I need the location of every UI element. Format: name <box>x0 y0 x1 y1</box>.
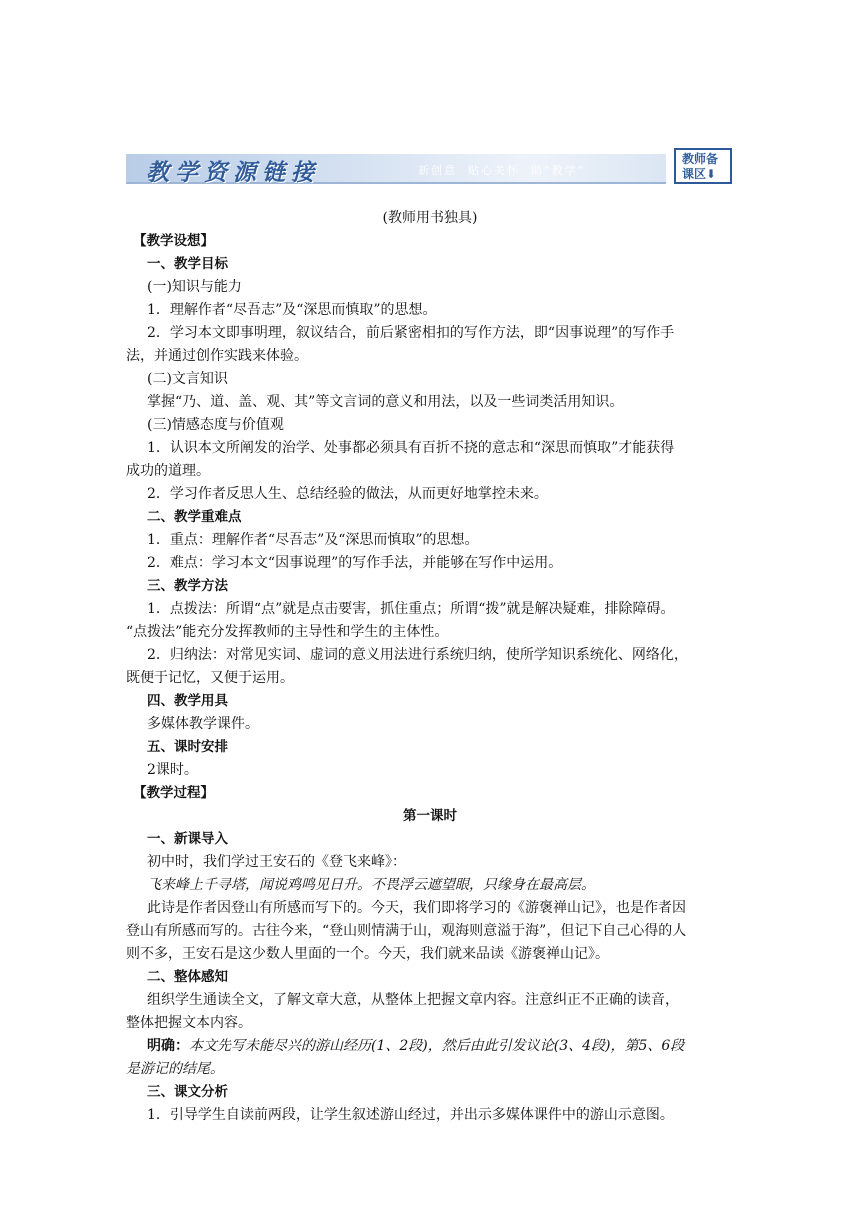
badge-line-1: 教师备 <box>682 152 719 166</box>
subheading: (二)文言知识 <box>147 371 228 387</box>
paragraph: 1．认识本文所阐发的治学、处事都必须具有百折不挠的意志和“深思而慎取”才能获得 <box>147 440 675 456</box>
paragraph-continuation: 成功的道理。 <box>126 463 210 479</box>
answer-label: 明确： <box>147 1038 189 1054</box>
paragraph-continuation: 既便于记忆，又便于运用。 <box>126 670 294 686</box>
paragraph: 2．归纳法：对常见实词、虚词的意义用法进行系统归纳，使所学知识系统化、网络化， <box>147 647 688 663</box>
subheading: (三)情感态度与价值观 <box>147 417 284 433</box>
paragraph: 1．引导学生自读前两段，让学生叙述游山经过，并出示多媒体课件中的游山示意图。 <box>147 1107 674 1123</box>
paragraph: 2．难点：学习本文“因事说理”的写作手法，并能够在写作中运用。 <box>147 555 563 571</box>
heading: 四、教学用具 <box>147 693 228 709</box>
answer-continuation: 是游记的结尾。 <box>126 1061 224 1077</box>
badge-line-2: 课区⬇ <box>682 167 717 181</box>
heading: 三、教学方法 <box>147 578 228 594</box>
heading: 二、教学重难点 <box>147 509 242 525</box>
paragraph: 多媒体教学课件。 <box>147 716 259 732</box>
subheading: (一)知识与能力 <box>147 279 242 295</box>
paragraph-continuation: 法，并通过创作实践来体验。 <box>126 348 308 364</box>
paragraph: 此诗是作者因登山有所感而写下的。今天，我们即将学习的《游褒禅山记》，也是作者因 <box>147 900 686 916</box>
heading: 二、整体感知 <box>147 969 228 985</box>
banner-title: 教学资源链接 <box>146 159 320 186</box>
paragraph: 2．学习作者反思人生、总结经验的做法，从而更好地掌控未来。 <box>147 486 548 502</box>
heading: 一、新课导入 <box>147 831 228 847</box>
paragraph-continuation: “点拨法”能充分发挥教师的主导性和学生的主体性。 <box>126 624 449 640</box>
heading: 五、课时安排 <box>147 739 228 755</box>
document-body <box>126 207 734 1127</box>
section-heading: 【教学设想】 <box>133 233 214 249</box>
paragraph: 1．理解作者“尽吾志”及“深思而慎取”的思想。 <box>147 302 437 318</box>
paragraph: 初中时，我们学过王安石的《登飞来峰》： <box>147 854 406 870</box>
paragraph-continuation: 登山有所感而写的。古往今来，“登山则情满于山，观海则意溢于海”，但记下自己心得的人 <box>126 923 687 939</box>
lesson-title: 第一课时 <box>403 808 457 824</box>
heading: 一、教学目标 <box>147 256 228 272</box>
section-heading: 【教学过程】 <box>133 785 214 801</box>
paragraph: 2．学习本文即事明理，叙议结合，前后紧密相扣的写作方法，即“因事说理”的写作手 <box>147 325 675 341</box>
paragraph: 1．点拨法：所谓“点”就是点击要害，抓住重点；所谓“拨”就是解决疑难，排除障碍。 <box>147 601 675 617</box>
answer-paragraph <box>126 1035 734 1058</box>
paragraph-continuation: 则不多，王安石是这少数人里面的一个。今天，我们就来品读《游褒禅山记》。 <box>126 946 609 962</box>
paragraph: 2课时。 <box>147 762 198 778</box>
answer-text: 本文先写未能尽兴的游山经历(1、2段)，然后由此引发议论(3、4段)，第5、6段 <box>189 1038 685 1054</box>
teacher-prep-badge <box>674 148 732 184</box>
resource-banner <box>126 148 734 188</box>
paragraph-continuation: 整体把握文本内容。 <box>126 1015 252 1031</box>
paragraph: 掌握“乃、道、盖、观、其”等文言词的意义和用法，以及一些词类活用知识。 <box>147 394 624 410</box>
heading: 三、课文分析 <box>147 1084 228 1100</box>
paragraph: 1．重点：理解作者“尽吾志”及“深思而慎取”的思想。 <box>147 532 479 548</box>
subtitle: (教师用书独具) <box>382 210 478 226</box>
poem-quote: 飞来峰上千寻塔，闻说鸡鸣见日升。不畏浮云遮望眼，只缘身在最高层。 <box>147 877 595 893</box>
paragraph: 组织学生通读全文，了解文章大意，从整体上把握文章内容。注意纠正不正确的读音， <box>147 992 679 1008</box>
banner-slogan: 新创意 贴心关怀 助“教学” <box>418 164 586 177</box>
